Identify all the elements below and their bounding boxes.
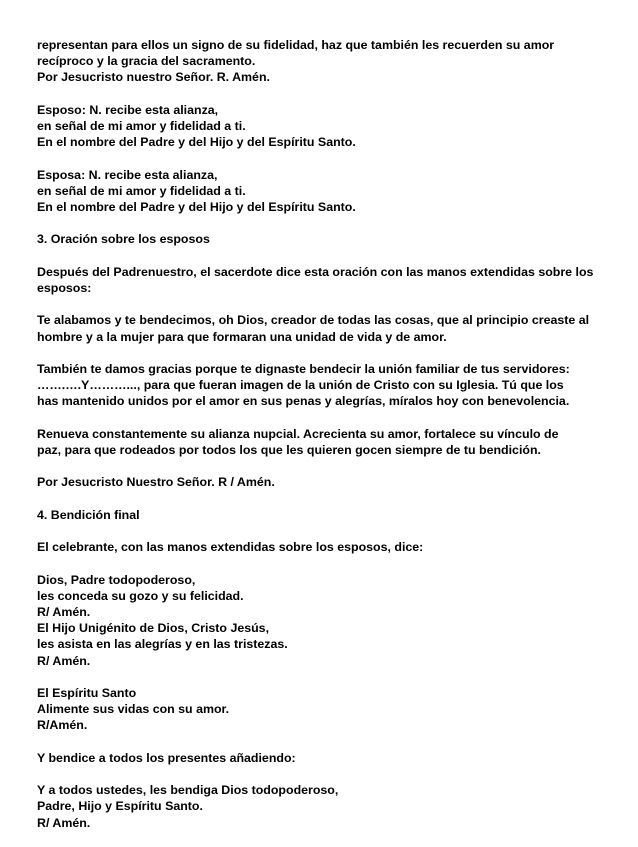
text-line: También te damos gracias porque te dignaste bendecir la unión familiar de tus servidores:	[37, 361, 570, 376]
text-line: les asista en las alegrías y en las tristezas.	[37, 637, 288, 652]
section-heading-4	[37, 507, 605, 523]
text-line: recíproco y la gracia del sacramento.	[37, 54, 256, 69]
text-line: esposos:	[37, 280, 92, 295]
text-line: hombre y a la mujer para que formaran una unidad de vida y de amor.	[37, 329, 447, 344]
text-line: Renueva constantemente su alianza nupcial. Acrecienta su amor, fortalece su vínculo de	[37, 426, 559, 441]
text-line: En el nombre del Padre y del Hijo y del Espíritu Santo.	[37, 135, 356, 150]
paragraph-thanks	[37, 361, 605, 410]
text-line: Por Jesucristo nuestro Señor. R. Amén.	[37, 70, 270, 85]
text-line: en señal de mi amor y fidelidad a ti.	[37, 183, 246, 198]
paragraph-rubric	[37, 264, 605, 296]
text-line: Alimente sus vidas con su amor.	[37, 702, 230, 717]
text-line: Dios, Padre todopoderoso,	[37, 572, 196, 587]
paragraph-rubric	[37, 539, 605, 555]
paragraph-husband-vow	[37, 102, 605, 151]
text-line: les conceda su gozo y su felicidad.	[37, 588, 244, 603]
paragraph-wife-vow	[37, 167, 605, 216]
text-line: paz, para que rodeados por todos los que les quieren gocen siempre de tu bendición.	[37, 442, 541, 457]
paragraph-rubric	[37, 750, 605, 766]
text-line: R/Amén.	[37, 718, 88, 733]
paragraph-praise	[37, 312, 605, 344]
text-line: Y a todos ustedes, les bendiga Dios todopoderoso,	[37, 783, 339, 798]
text-line: R/ Amén.	[37, 815, 91, 830]
paragraph-closing-prayer	[37, 37, 605, 86]
paragraph-renewal	[37, 426, 605, 458]
text-line: El celebrante, con las manos extendidas sobre los esposos, dice:	[37, 540, 424, 555]
text-line: representan para ellos un signo de su fidelidad, haz que también les recuerden su amor	[37, 38, 555, 52]
text-line: Por Jesucristo Nuestro Señor. R / Amén.	[37, 475, 275, 490]
paragraph-blessing-father-son	[37, 572, 605, 669]
text-line: Te alabamos y te bendecimos, oh Dios, creador de todas las cosas, que al principio creaste al	[37, 313, 590, 328]
text-line: Después del Padrenuestro, el sacerdote dice esta oración con las manos extendidas sobre los	[37, 264, 594, 279]
text-line: El Espíritu Santo	[37, 685, 137, 700]
text-line: Esposa: N. recibe esta alianza,	[37, 167, 218, 182]
paragraph-amen	[37, 474, 605, 490]
text-line: …….….Y………..., para que fueran imagen de la unión de Cristo con su Iglesia. Tú que los	[37, 378, 564, 393]
text-line: El Hijo Unigénito de Dios, Cristo Jesús,	[37, 621, 270, 636]
text-line: En el nombre del Padre y del Hijo y del Espíritu Santo.	[37, 200, 356, 214]
text-line: Esposo: N. recibe esta alianza,	[37, 102, 219, 117]
text-line: en señal de mi amor y fidelidad a ti.	[37, 119, 246, 133]
text-line: R/ Amén.	[37, 653, 91, 668]
document-page	[37, 37, 605, 847]
text-line: R/ Amén.	[37, 604, 91, 619]
section-title: 4. Bendición final	[37, 507, 140, 522]
section-heading-3	[37, 231, 605, 247]
paragraph-final-blessing	[37, 782, 605, 831]
paragraph-blessing-spirit	[37, 685, 605, 734]
text-line: has mantenido unidos por el amor en sus penas y alegrías, míralos hoy con benevolencia.	[37, 394, 570, 409]
text-line: Padre, Hijo y Espíritu Santo.	[37, 799, 203, 814]
section-title: 3. Oración sobre los esposos	[37, 232, 210, 247]
text-line: Y bendice a todos los presentes añadiendo:	[37, 750, 296, 765]
